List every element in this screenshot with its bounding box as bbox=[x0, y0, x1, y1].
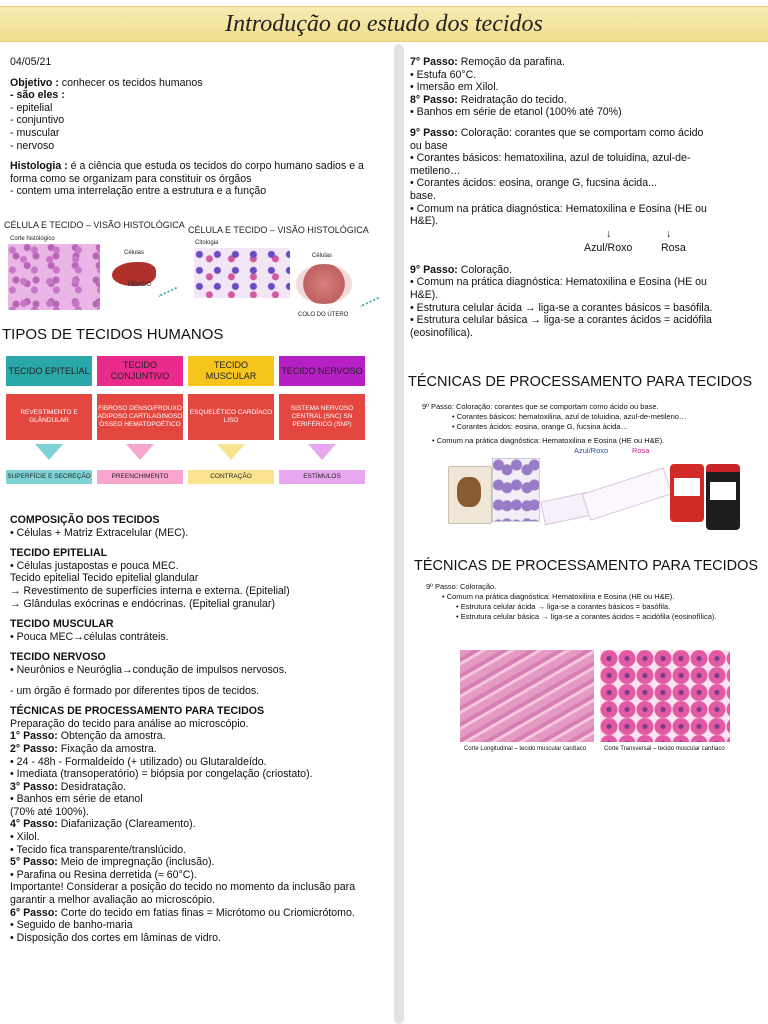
text-line: • Xilol. bbox=[10, 831, 40, 844]
text-line: • Banhos em série de etanol bbox=[10, 793, 143, 806]
text-line: • Pouca MEC→células contráteis. bbox=[10, 630, 169, 643]
tissue-type-function: CONTRAÇÃO bbox=[188, 470, 274, 484]
page-title: Introdução ao estudo dos tecidos bbox=[225, 11, 543, 37]
step-label: 2° Passo: bbox=[10, 742, 58, 755]
tissue-type-description: SISTEMA NERVOSO CENTRAL (SNC) SN PERIFÉRICO (SNP) bbox=[279, 394, 365, 440]
figado-label: FÍGADO bbox=[128, 282, 152, 288]
list-item: - conjuntivo bbox=[10, 114, 65, 127]
liver-histology-image bbox=[8, 244, 100, 310]
text-line: • Estrutura celular básica → liga-se a corantes ácidos = acidófila bbox=[410, 314, 712, 327]
tissue-type-description: FIBROSO DENSO/FROUXO ADIPOSO CARTILAGINOSO OSSEO HEMATOPOÉTICO bbox=[97, 394, 183, 440]
slide-panel-staining bbox=[408, 368, 760, 540]
hematoxylin-bottle-image bbox=[670, 464, 704, 522]
step-label: 3° Passo: bbox=[10, 780, 58, 793]
composicao-heading-text: COMPOSIÇÃO DOS TECIDOS bbox=[10, 514, 160, 526]
tissue-type-header: TECIDO CONJUNTIVO bbox=[97, 356, 183, 386]
down-arrow-icon bbox=[308, 444, 336, 460]
panel-line: • Comum na prática diagnóstica: Hematoxilina e Eosina (HE ou H&E). bbox=[442, 592, 675, 601]
step-4 bbox=[10, 818, 390, 831]
slide-panel-he bbox=[408, 556, 760, 762]
text-line: • Tecido fica transparente/translúcido. bbox=[10, 843, 187, 856]
histologia-text: é a ciência que estuda os tecidos do corpo humano sadios e a bbox=[67, 160, 364, 173]
uterus-organ-icon bbox=[296, 264, 352, 304]
step-text: Obtenção da amostra. bbox=[57, 730, 166, 743]
tissue-type-description: REVESTIMENTO E GLÂNDULAR bbox=[6, 394, 92, 440]
panel-line: • Corantes básicos: hematoxilina, azul de toluidina, azul-de-metileno… bbox=[452, 412, 687, 421]
histo-label-right: CÉLULA E TECIDO – VISÃO HISTOLÓGICA bbox=[188, 225, 369, 235]
text-line: → Revestimento de superfícies interna e externa. (Epitelial) bbox=[10, 584, 290, 597]
text-line: base. bbox=[410, 189, 436, 202]
text-line: H&E). bbox=[410, 215, 439, 228]
text-line: • Corantes básicos: hematoxilina, azul de toluidina, azul-de- bbox=[410, 152, 691, 165]
tecnicas-heading-text: TÉCNICAS DE PROCESSAMENTO PARA TECIDOS bbox=[10, 705, 265, 718]
nervoso-heading-text: TECIDO NERVOSO bbox=[10, 651, 106, 664]
histologia bbox=[10, 160, 390, 173]
panel-step-label: 9º Passo: bbox=[422, 402, 457, 411]
text-line: • Estrutura celular ácida → liga-se a corantes básicos = basófila. bbox=[410, 301, 713, 314]
types-heading: TIPOS DE TECIDOS HUMANOS bbox=[2, 326, 224, 343]
rosa-label: Rosa bbox=[632, 446, 650, 455]
tissue-sample bbox=[457, 477, 481, 507]
text-line: → Glândulas exócrinas e endócrinas. (Epitelial granular) bbox=[10, 597, 275, 610]
muscular-heading-text: TECIDO MUSCULAR bbox=[10, 618, 114, 631]
transverse-section-image bbox=[600, 650, 730, 742]
text-line: • 24 - 48h - Formaldeído (+ utilizado) ou Glutaraldeído. bbox=[10, 755, 267, 768]
step-label: 7° Passo: bbox=[410, 56, 458, 68]
caption: Corte Longitudinal – tecido muscular cardíaco bbox=[464, 746, 587, 752]
text-line: garantir a melhor avaliação ao microscópio. bbox=[10, 894, 215, 907]
panel-line: • Comum na prática diagnóstica: Hematoxilina e Eosina (HE ou H&E). bbox=[432, 436, 665, 445]
step-text: Remoção da parafina. bbox=[457, 56, 565, 68]
text-line: • Estufa 60°C. bbox=[410, 68, 477, 81]
down-arrow-icon bbox=[35, 444, 63, 460]
text-line: Tecido epitelial Tecido epitelial glandular bbox=[10, 572, 199, 585]
text-line: - um órgão é formado por diferentes tipos de tecidos. bbox=[10, 684, 260, 697]
step-label: 5° Passo: bbox=[10, 856, 58, 869]
epitelial-heading bbox=[10, 547, 390, 560]
step-2 bbox=[10, 743, 390, 756]
step-text: Fixação da amostra. bbox=[57, 742, 157, 755]
text-line: H&E). bbox=[410, 288, 439, 301]
down-arrow-icon bbox=[126, 444, 154, 460]
step-text: Diafanização (Clareamento). bbox=[57, 818, 196, 831]
list-item: - muscular bbox=[10, 126, 60, 139]
bottle-label bbox=[710, 482, 736, 500]
step-label: 4° Passo: bbox=[10, 818, 58, 831]
objetivo-label: Objetivo : bbox=[10, 76, 59, 89]
step-label: 8° Passo: bbox=[410, 93, 458, 106]
text-line: metileno… bbox=[410, 164, 461, 177]
sao-eles-label: - são eles : bbox=[10, 89, 65, 102]
step-label: 6° Passo: bbox=[10, 906, 58, 919]
glass-slide-image bbox=[582, 467, 672, 520]
text-line: • Seguido de banho-maria bbox=[10, 919, 133, 932]
left-column bbox=[10, 56, 390, 198]
column-divider bbox=[394, 44, 404, 1024]
text-line: • Corantes ácidos: eosina, orange G, fucsina ácida... bbox=[410, 177, 657, 190]
arrow-row bbox=[410, 228, 760, 242]
colo-label: COLO DO ÚTERO bbox=[298, 312, 349, 318]
text-line: • Comum na prática diagnóstica: Hematoxilina e Eosina (HE ou bbox=[410, 202, 707, 215]
composicao-heading bbox=[10, 514, 390, 527]
tissue-type-function: PREENCHIMENTO bbox=[97, 470, 183, 484]
text-line: Importante! Considerar a posição do tecido no momento da inclusão para bbox=[10, 881, 356, 894]
text-line: • Imediata (transoperatório) = biópsia por congelação (criostato). bbox=[10, 768, 313, 781]
dna-icon bbox=[158, 286, 184, 308]
histologia-label: Histologia : bbox=[10, 160, 68, 173]
left-column-lower bbox=[10, 514, 390, 944]
step-1 bbox=[10, 730, 390, 743]
down-arrow-icon: ↓ bbox=[606, 227, 612, 240]
objetivo bbox=[10, 77, 390, 90]
caption: Corte Transversal – tecido muscular cardíaco bbox=[604, 746, 725, 752]
panel-line bbox=[426, 582, 760, 592]
text-line: • Banhos em série de etanol (100% até 70%) bbox=[410, 106, 622, 119]
celulas-label: Células bbox=[124, 250, 145, 256]
muscular-heading bbox=[10, 618, 390, 631]
citologia-label: Citologia bbox=[195, 240, 219, 246]
step-text: Desidratação. bbox=[57, 780, 127, 793]
azul-label: Azul/Roxo bbox=[574, 446, 609, 455]
panel-heading: TÉCNICAS DE PROCESSAMENTO PARA TECIDOS bbox=[414, 558, 759, 574]
nervoso-heading bbox=[10, 651, 390, 664]
list-item: - nervoso bbox=[10, 139, 55, 152]
step-8 bbox=[410, 94, 760, 107]
panel-step-text: Coloração: corantes que se comportam como ácido ou base. bbox=[456, 402, 659, 411]
tissue-type-description: ESQUELÉTICO CARDÍACO LISO bbox=[188, 394, 274, 440]
panel-color-row bbox=[408, 446, 760, 458]
objetivo-text: conhecer os tecidos humanos bbox=[58, 76, 203, 89]
panel-heading: TÉCNICAS DE PROCESSAMENTO PARA TECIDOS bbox=[408, 374, 753, 390]
panel-line: • Estrutura celular básica → liga-se a corantes ácidos = acidófila (eosinofílica). bbox=[456, 612, 717, 621]
text-line: • Células justapostas e pouca MEC. bbox=[10, 559, 179, 572]
text-line: • Comum na prática diagnóstica: Hematoxilina e Eosina (HE ou bbox=[410, 276, 707, 289]
epitelial-heading-text: TECIDO EPITELIAL bbox=[10, 547, 108, 560]
text-line: (eosinofílica). bbox=[410, 326, 473, 339]
cytology-image bbox=[194, 248, 290, 298]
sao-eles bbox=[10, 89, 390, 102]
panel-step-label: 9º Passo: bbox=[426, 582, 461, 591]
text-line: • Disposição dos cortes em lâminas de vidro. bbox=[10, 931, 221, 944]
down-arrow-icon: ↓ bbox=[666, 227, 672, 240]
tissue-type-function: SUPERFÍCIE E SECREÇÃO bbox=[6, 470, 92, 484]
tissue-type-header: TECIDO NERVOSO bbox=[279, 356, 365, 386]
paraffin-cassette-image bbox=[448, 466, 492, 524]
step-label: 1° Passo: bbox=[10, 730, 58, 743]
step-label: 9° Passo: bbox=[410, 263, 458, 276]
step-text: Corte do tecido em fatias finas = Micrótomo ou Criomicrótomo. bbox=[57, 906, 355, 919]
step-3 bbox=[10, 781, 390, 794]
azul-label: Azul/Roxo bbox=[584, 241, 633, 254]
text-line: Preparação do tecido para análise ao microscópio. bbox=[10, 717, 249, 730]
right-column bbox=[410, 56, 760, 339]
title-bar bbox=[0, 6, 768, 42]
text-line: • Células + Matriz Extracelular (MEC). bbox=[10, 526, 189, 539]
text-line: • Neurônios e Neuróglia→condução de impulsos nervosos. bbox=[10, 663, 287, 676]
dna-icon bbox=[360, 296, 386, 318]
histologia-line: forma como se organizam para constituir os órgãos bbox=[10, 172, 252, 185]
eosin-bottle-image bbox=[706, 464, 740, 530]
panel-line: • Corantes ácidos: eosina, orange G, fucsina ácida… bbox=[452, 422, 629, 431]
step-5 bbox=[10, 856, 390, 869]
histo-label-left: CÉLULA E TECIDO – VISÃO HISTOLÓGICA bbox=[4, 220, 185, 230]
step-6 bbox=[10, 907, 390, 920]
step-7 bbox=[410, 56, 760, 69]
tissue-type-header: TECIDO MUSCULAR bbox=[188, 356, 274, 386]
histologia-line: - contem uma interrelação entre a estrutura e a função bbox=[10, 185, 267, 198]
color-row bbox=[410, 242, 760, 256]
stained-slide-image bbox=[492, 458, 540, 522]
tecnicas-heading bbox=[10, 705, 390, 718]
text-line: ou base bbox=[410, 139, 448, 152]
step-9b bbox=[410, 264, 760, 277]
step-9 bbox=[410, 127, 760, 140]
histology-images bbox=[0, 218, 390, 318]
date: 04/05/21 bbox=[10, 56, 52, 68]
step-label: 9° Passo: bbox=[410, 126, 458, 139]
rosa-label: Rosa bbox=[661, 241, 686, 254]
panel-line bbox=[422, 402, 760, 412]
step-text: Meio de impregnação (inclusão). bbox=[57, 856, 215, 869]
tissue-type-header: TECIDO EPITELIAL bbox=[6, 356, 92, 386]
celulas-label-2: Células bbox=[312, 253, 333, 259]
longitudinal-section-image bbox=[460, 650, 594, 742]
panel-step-text: Coloração. bbox=[460, 582, 497, 591]
step-text: Coloração. bbox=[457, 263, 512, 276]
corte-label: Corte histológico bbox=[10, 236, 55, 242]
step-text: Reidratação do tecido. bbox=[457, 93, 567, 106]
text-line: • Parafina ou Resina derretida (≈ 60°C). bbox=[10, 868, 197, 881]
step-text: Coloração: corantes que se comportam como ácido bbox=[457, 126, 704, 139]
text-line: • Imersão em Xilol. bbox=[410, 81, 499, 94]
panel-line: • Estrutura celular ácida → liga-se a corantes básicos = basófila. bbox=[456, 602, 671, 611]
down-arrow-icon bbox=[217, 444, 245, 460]
list-item: - epitelial bbox=[10, 101, 53, 114]
text-line: (70% até 100%). bbox=[10, 805, 89, 818]
tissue-type-function: ESTÍMULOS bbox=[279, 470, 365, 484]
bottle-label bbox=[674, 478, 700, 496]
